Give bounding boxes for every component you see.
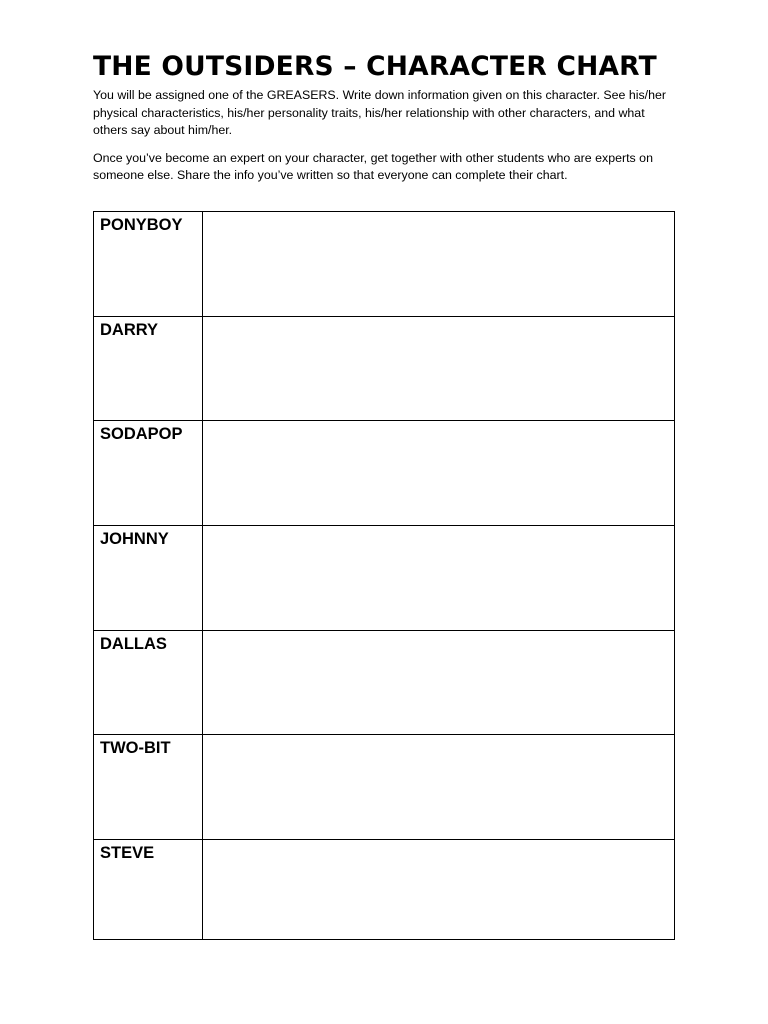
character-name: PONYBOY	[100, 216, 183, 234]
character-name-cell	[94, 840, 203, 940]
character-notes-cell[interactable]	[203, 735, 675, 840]
instructions-paragraph-2: Once you’ve become an expert on your character, get together with other students who are experts on someone else. Share the info you’ve written so that everyone can complete their chart.	[93, 150, 653, 182]
character-notes-cell[interactable]	[203, 316, 675, 421]
character-name-cell	[94, 421, 203, 526]
character-row-two-bit	[94, 735, 675, 840]
worksheet-header	[93, 50, 675, 185]
character-notes-cell[interactable]	[203, 421, 675, 526]
character-notes-cell[interactable]	[203, 212, 675, 317]
character-name: SODAPOP	[100, 425, 183, 444]
character-row-steve	[94, 840, 675, 940]
character-name: DARRY	[100, 320, 159, 339]
page-title: THE OUTSIDERS – CHARACTER CHART	[93, 51, 657, 82]
character-name-cell	[94, 212, 203, 317]
instructions-paragraph-1: You will be assigned one of the GREASERS. Write down information given on this character. See his/her physical characteristics, his/her personality traits, his/her relationship with other characters, and what others say about him/her.	[93, 88, 667, 137]
character-name: STEVE	[100, 844, 155, 863]
character-name: JOHNNY	[100, 530, 169, 549]
character-notes-cell[interactable]	[203, 840, 675, 940]
character-notes-cell[interactable]	[203, 630, 675, 735]
character-row-sodapop	[94, 421, 675, 526]
character-name: TWO-BIT	[100, 739, 171, 758]
character-row-dallas	[94, 630, 675, 735]
character-name-cell	[94, 316, 203, 421]
character-name-cell	[94, 630, 203, 735]
character-row-ponyboy	[94, 212, 675, 317]
character-name: DALLAS	[100, 634, 167, 653]
character-row-darry	[94, 316, 675, 421]
character-name-cell	[94, 526, 203, 631]
character-notes-cell[interactable]	[203, 526, 675, 631]
character-name-cell	[94, 735, 203, 840]
character-chart-table	[93, 211, 675, 940]
character-row-johnny	[94, 526, 675, 631]
